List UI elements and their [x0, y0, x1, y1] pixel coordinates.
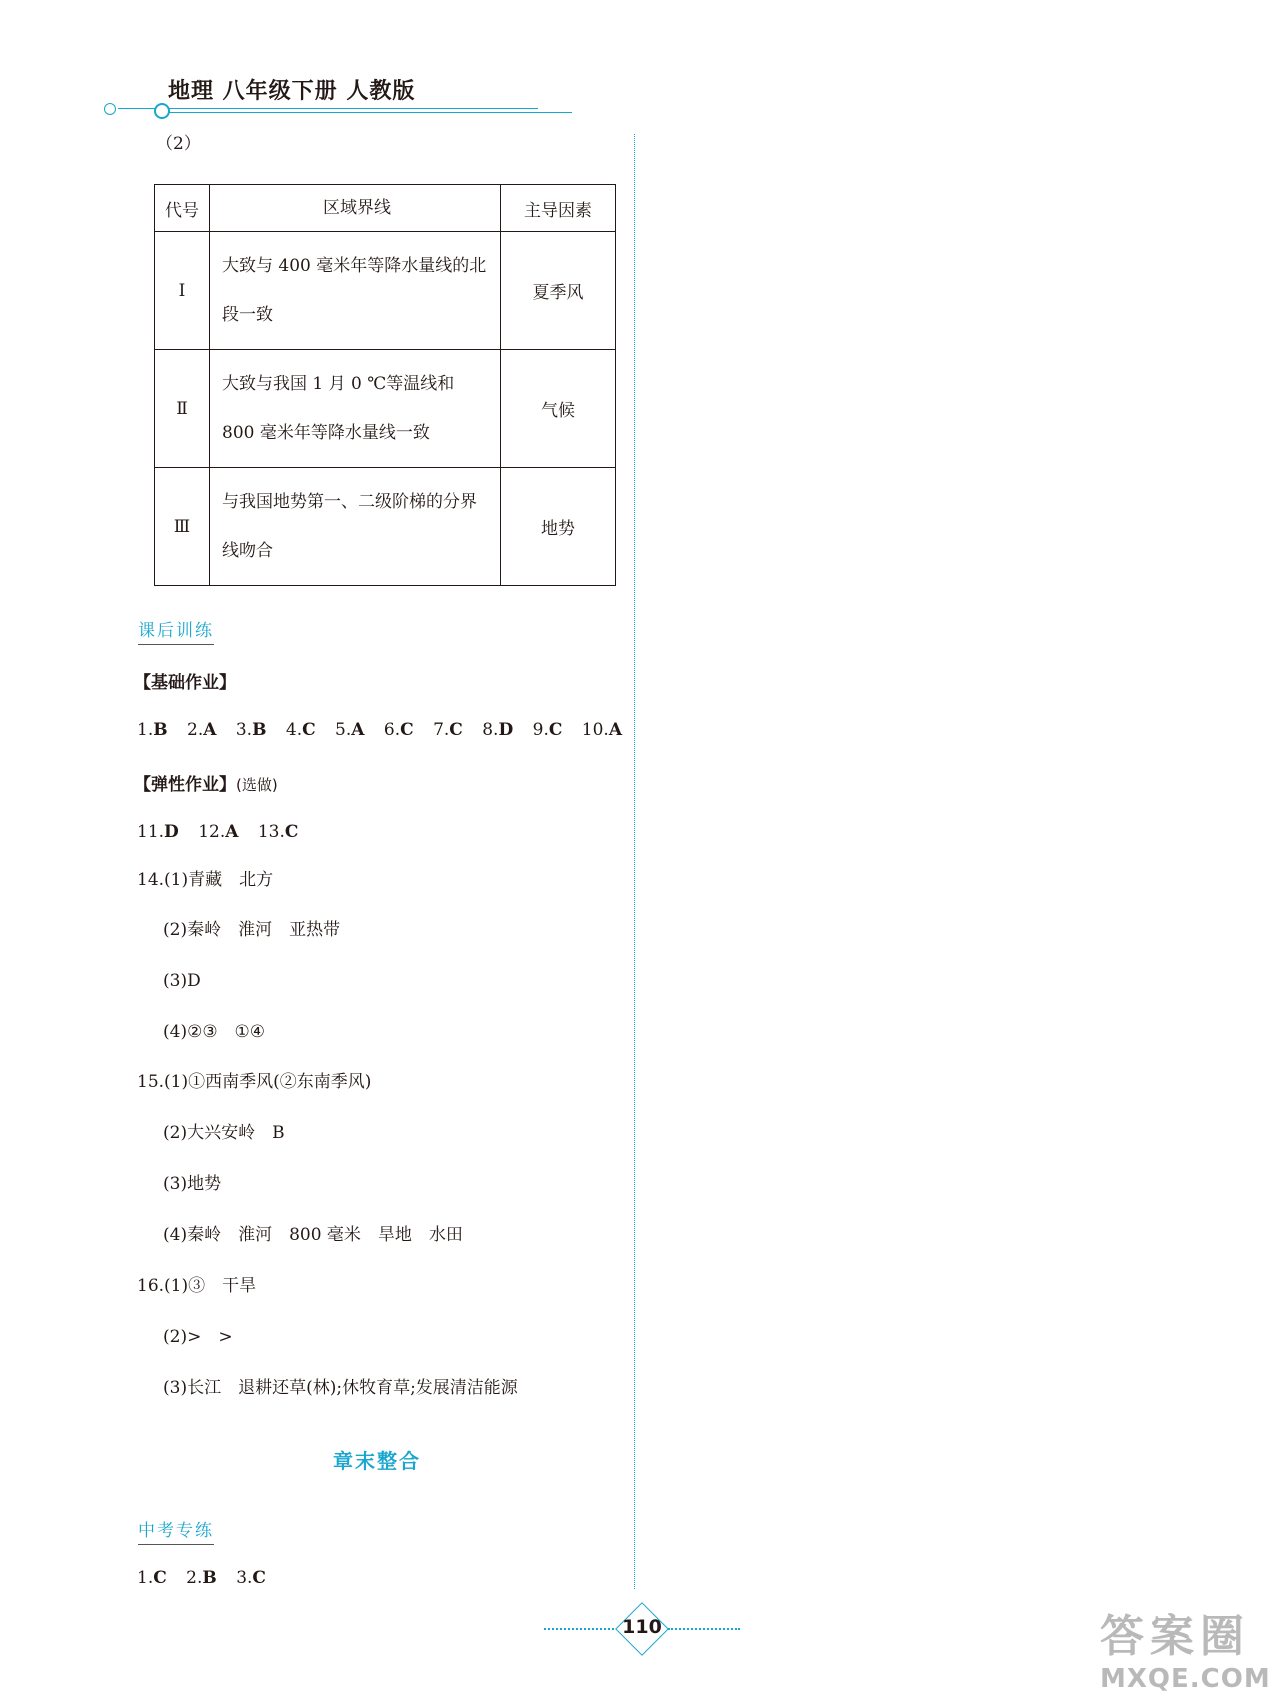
answer-item: 1.C	[137, 1568, 167, 1588]
q15-part1: 15.(1)①西南季风(②东南季风)	[137, 1072, 372, 1092]
answer-item: 2.A	[187, 720, 217, 740]
basic-homework-heading: 【基础作业】	[134, 673, 236, 693]
elastic-homework-title: 【弹性作业】	[134, 775, 236, 795]
table-row	[155, 350, 616, 468]
optional-note: (选做)	[236, 776, 278, 794]
row-code: Ⅱ	[155, 350, 210, 468]
answer-item: 3.B	[235, 720, 267, 740]
region-boundary-table	[154, 184, 616, 586]
row-code: Ⅲ	[155, 468, 210, 586]
q14-part4: (4)②③ ①④	[163, 1022, 266, 1042]
basic-homework-answers	[137, 720, 636, 740]
part-label: （2）	[156, 134, 201, 154]
answer-item: 7.C	[433, 720, 463, 740]
elastic-homework-heading	[134, 770, 278, 795]
page-number-badge	[617, 1604, 667, 1654]
q15-part4: (4)秦岭 淮河 800 毫米 旱地 水田	[163, 1225, 463, 1245]
row-code: Ⅰ	[155, 232, 210, 350]
q15-part3: (3)地势	[163, 1174, 222, 1194]
header-rule	[118, 108, 538, 109]
watermark-logo-text: 答案圈	[1100, 1611, 1250, 1662]
watermark-url: MXQE.COM	[1100, 1664, 1271, 1694]
answer-item: 8.D	[482, 720, 514, 740]
section-exam-practice: 中考专练	[138, 1516, 214, 1545]
column-divider	[634, 134, 635, 1589]
page-number-dots-left	[544, 1628, 614, 1630]
chapter-summary-title: 章末整合	[333, 1449, 421, 1473]
q14-part1: 14.(1)青藏 北方	[137, 870, 274, 890]
answer-item: 11.D	[137, 822, 179, 842]
row-factor: 地势	[501, 468, 616, 586]
q14-part2: (2)秦岭 淮河 亚热带	[163, 920, 341, 940]
column-header-boundary: 区域界线	[210, 185, 501, 232]
q16-part1: 16.(1)③ 干旱	[137, 1276, 257, 1296]
row-boundary: 与我国地势第一、二级阶梯的分界线吻合	[210, 468, 501, 586]
row-factor: 夏季风	[501, 232, 616, 350]
row-boundary: 大致与 400 毫米年等降水量线的北段一致	[210, 232, 501, 350]
answer-item: 12.A	[198, 822, 239, 842]
exam-practice-answers	[137, 1568, 280, 1588]
site-watermark	[1100, 1600, 1271, 1694]
answer-item: 2.B	[186, 1568, 217, 1588]
column-header-factor: 主导因素	[501, 185, 616, 232]
section-after-class-training: 课后训练	[138, 616, 214, 645]
q16-part2: (2)> >	[163, 1327, 233, 1347]
header-rule-secondary	[164, 112, 572, 113]
table-row	[155, 232, 616, 350]
answer-item: 4.C	[285, 720, 316, 740]
answer-item: 5.A	[335, 720, 365, 740]
q14-part3: (3)D	[163, 971, 201, 991]
answer-item: 6.C	[383, 720, 414, 740]
book-header-title: 地理 八年级下册 人教版	[168, 79, 416, 104]
answer-item: 1.B	[137, 720, 168, 740]
page-number-dots-right	[668, 1628, 740, 1630]
row-boundary: 大致与我国 1 月 0 ℃等温线和 800 毫米年等降水量线一致	[210, 350, 501, 468]
header-circle-decoration-large	[154, 103, 170, 119]
answer-item: 13.C	[257, 822, 299, 842]
table-header-row	[155, 185, 616, 232]
answer-item: 3.C	[236, 1568, 266, 1588]
table-row	[155, 468, 616, 586]
elastic-homework-answers	[137, 822, 312, 842]
page-number: 110	[622, 1616, 662, 1638]
q15-part2: (2)大兴安岭 B	[163, 1123, 285, 1143]
answer-item: 10.A	[581, 720, 623, 740]
column-header-code: 代号	[155, 185, 210, 232]
row-factor: 气候	[501, 350, 616, 468]
q16-part3: (3)长江 退耕还草(林);休牧育草;发展清洁能源	[163, 1378, 518, 1398]
answer-item: 9.C	[532, 720, 563, 740]
header-circle-decoration	[104, 103, 116, 115]
